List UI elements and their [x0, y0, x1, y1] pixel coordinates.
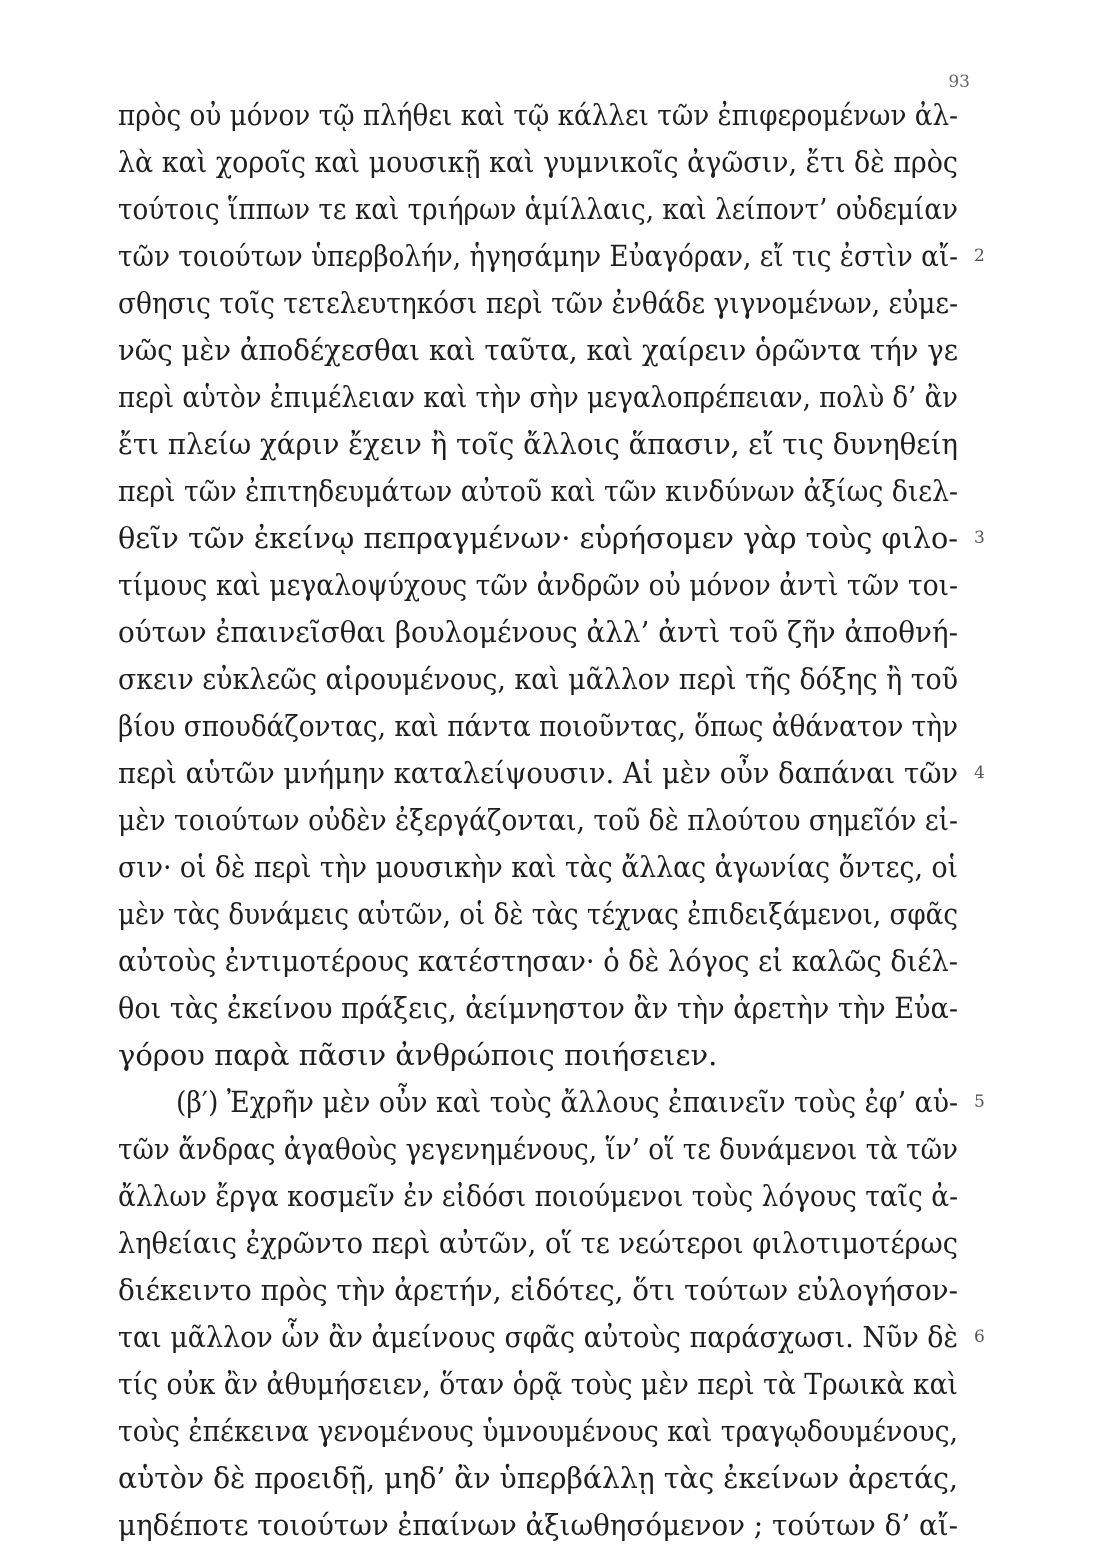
text-line [118, 750, 985, 797]
line-text: (β′) Ἐχρῆν μὲν οὖν καὶ τοὺς ἄλλους ἐπαινεῖν τοὺς ἐφ’ αὑ- [176, 1085, 958, 1119]
text-line [118, 1079, 985, 1126]
line-text: λὰ καὶ χοροῖς καὶ μουσικῇ καὶ γυμνικοῖς ἀγῶσιν, ἔτι δὲ πρὸς [118, 145, 958, 179]
text-line [118, 985, 958, 1032]
text-line [118, 797, 958, 844]
line-text: μὲν τὰς δυνάμεις αὑτῶν, οἱ δὲ τὰς τέχνας ἐπιδειξάμενοι, σφᾶς [118, 897, 958, 931]
text-line [118, 1267, 958, 1314]
line-text: περὶ αὑτῶν μνήμην καταλείψουσιν. Αἱ μὲν οὖν δαπάναι τῶν [118, 756, 958, 790]
line-text: τῶν τοιούτων ὑπερβολήν, ἡγησάμην Εὐαγόραν, εἴ τις ἐστὶν αἴ- [118, 239, 958, 273]
line-text: γόρου παρὰ πᾶσιν ἀνθρώποις ποιήσειεν. [118, 1038, 718, 1072]
line-text: σιν· οἱ δὲ περὶ τὴν μουσικὴν καὶ τὰς ἄλλας ἀγωνίας ὄντες, οἱ [118, 850, 958, 884]
text-line [118, 1126, 958, 1173]
text-line [118, 1032, 958, 1079]
section-number: 3 [974, 528, 985, 548]
line-text: θεῖν τῶν ἐκείνῳ πεπραγμένων· εὑρήσομεν γὰρ τοὺς φιλο- [118, 521, 958, 555]
text-line [118, 1455, 958, 1502]
text-line [118, 468, 958, 515]
line-text: πρὸς οὐ μόνον τῷ πλήθει καὶ τῷ κάλλει τῶν ἐπιφερομένων ἀλ- [118, 98, 958, 132]
text-line [118, 938, 958, 985]
text-line [118, 1220, 958, 1267]
line-text: ται μᾶλλον ὧν ἂν ἀμείνους σφᾶς αὐτοὺς παράσχωσι. Νῦν δὲ [118, 1320, 958, 1354]
text-line [118, 891, 958, 938]
section-number: 4 [974, 763, 985, 783]
text-line [118, 1502, 958, 1549]
line-text: μηδέποτε τοιούτων ἐπαίνων ἀξιωθησόμενον ; τούτων δ’ αἴ- [118, 1508, 958, 1542]
text-line [118, 844, 958, 891]
line-text: σκειν εὐκλεῶς αἱρουμένους, καὶ μᾶλλον περὶ τῆς δόξης ἢ τοῦ [118, 662, 958, 696]
text-line [118, 186, 958, 233]
line-text: ἄλλων ἔργα κοσμεῖν ἐν εἰδόσι ποιούμενοι τοὺς λόγους ταῖς ἀ- [118, 1179, 958, 1213]
text-line [118, 656, 958, 703]
line-text: περὶ τῶν ἐπιτηδευμάτων αὐτοῦ καὶ τῶν κινδύνων ἀξίως διελ- [118, 474, 958, 508]
text-line [118, 374, 958, 421]
line-text: ούτων ἐπαινεῖσθαι βουλομένους ἀλλ’ ἀντὶ τοῦ ζῆν ἀποθνή- [118, 615, 958, 649]
text-line [118, 515, 985, 562]
section-number: 6 [974, 1327, 985, 1347]
section-number: 2 [974, 246, 985, 266]
line-text: αὐτοὺς ἐντιμοτέρους κατέστησαν· ὁ δὲ λόγος εἰ καλῶς διέλ- [118, 944, 958, 978]
line-text: ἔτι πλείω χάριν ἔχειν ἢ τοῖς ἄλλοις ἅπασιν, εἴ τις δυνηθείη [118, 427, 958, 461]
text-body [118, 92, 985, 1549]
line-text: ληθείαις ἐχρῶντο περὶ αὐτῶν, οἵ τε νεώτεροι φιλοτιμοτέρως [118, 1226, 958, 1260]
line-text: περὶ αὑτὸν ἐπιμέλειαν καὶ τὴν σὴν μεγαλοπρέπειαν, πολὺ δ’ ἂν [118, 380, 958, 414]
text-line [118, 1173, 958, 1220]
line-text: διέκειντο πρὸς τὴν ἀρετήν, εἰδότες, ὅτι τούτων εὐλογήσον- [118, 1273, 958, 1307]
line-text: τίμους καὶ μεγαλοψύχους τῶν ἀνδρῶν οὐ μόνον ἀντὶ τῶν τοι- [118, 568, 958, 602]
text-line [118, 1408, 958, 1455]
line-text: τούτοις ἵππων τε καὶ τριήρων ἁμίλλαις, καὶ λείποντ’ οὐδεμίαν [118, 192, 958, 226]
text-line [118, 562, 958, 609]
text-line [118, 609, 958, 656]
text-line [118, 421, 958, 468]
line-text: τῶν ἄνδρας ἀγαθοὺς γεγενημένους, ἵν’ οἵ τε δυνάμενοι τὰ τῶν [118, 1132, 958, 1166]
text-line [118, 92, 958, 139]
line-text: θοι τὰς ἐκείνου πράξεις, ἀείμνηστον ἂν τὴν ἀρετὴν τὴν Εὐα- [118, 991, 958, 1025]
line-text: μὲν τοιούτων οὐδὲν ἐξεργάζονται, τοῦ δὲ πλούτου σημεῖόν εἰ- [118, 803, 958, 837]
line-text: νῶς μὲν ἀποδέχεσθαι καὶ ταῦτα, καὶ χαίρειν ὁρῶντα τήν γε [118, 333, 958, 367]
text-line [118, 233, 985, 280]
line-text: βίου σπουδάζοντας, καὶ πάντα ποιοῦντας, ὅπως ἀθάνατον τὴν [118, 709, 958, 743]
line-text: σθησις τοῖς τετελευτηκόσι περὶ τῶν ἐνθάδε γιγνομένων, εὐμε- [118, 286, 958, 320]
section-number: 5 [974, 1092, 985, 1112]
text-line [118, 327, 958, 374]
line-text: αὑτὸν δὲ προειδῇ, μηδ’ ἂν ὑπερβάλλῃ τὰς ἐκείνων ἀρετάς, [118, 1461, 958, 1495]
text-line [118, 1361, 958, 1408]
line-text: τοὺς ἐπέκεινα γενομένους ὑμνουμένους καὶ τραγῳδουμένους, [118, 1414, 958, 1448]
text-line [118, 703, 958, 750]
text-line [118, 139, 958, 186]
text-line [118, 280, 958, 327]
page-number: 93 [948, 72, 970, 92]
text-line [118, 1314, 985, 1361]
line-text: τίς οὐκ ἂν ἀθυμήσειεν, ὅταν ὁρᾷ τοὺς μὲν περὶ τὰ Τρωικὰ καὶ [118, 1367, 958, 1401]
